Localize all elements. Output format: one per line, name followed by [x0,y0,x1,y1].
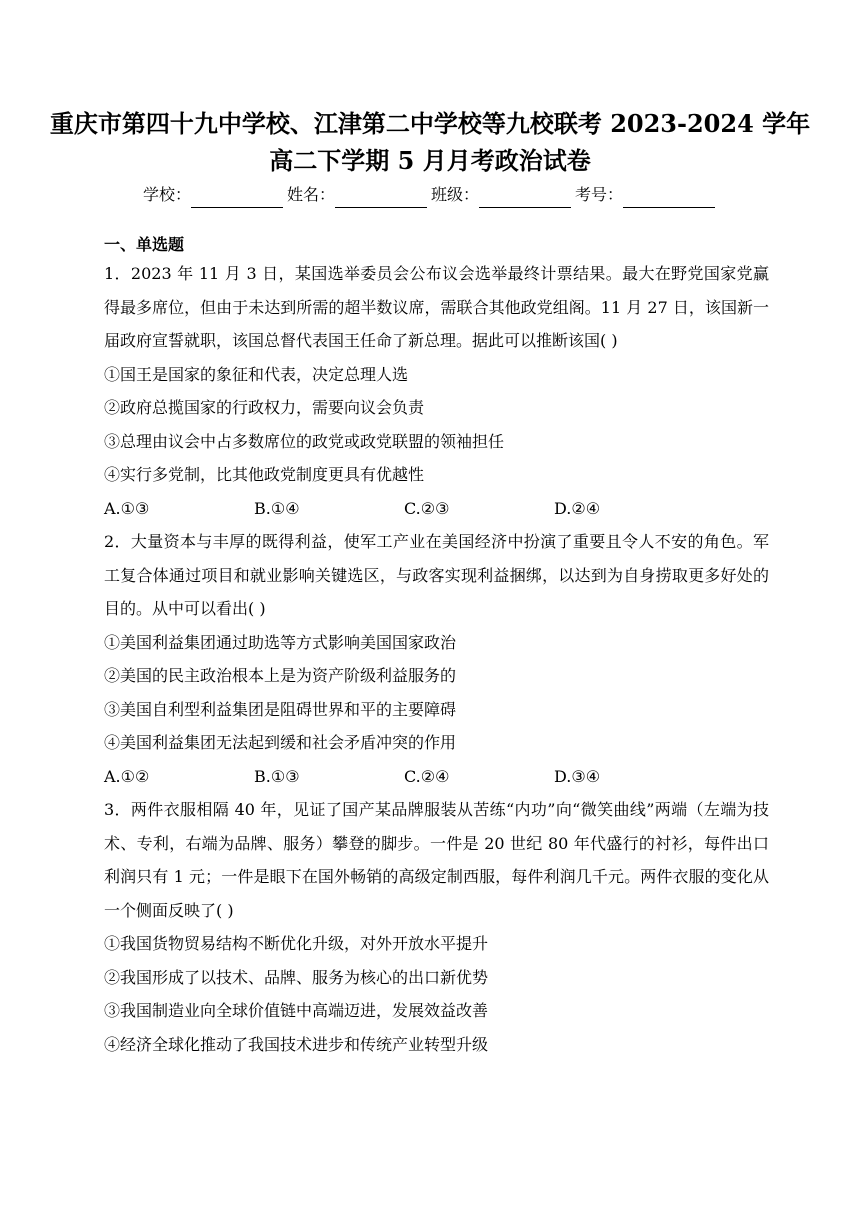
exam-number-blank[interactable] [623,189,715,208]
statement-item: ③我国制造业向全球价值链中高端迈进，发展效益改善 [104,1001,489,1020]
school-label: 学校： [142,185,191,204]
question-stem: 3．两件衣服相隔 40 年，见证了国产某品牌服装从苦练“内功”向“微笑曲线”两端（左端为技术、专利，右端为品牌、服务）攀登的脚步。一件是 20 世纪 80 年代盛行的衬衫，每件出口利润只有 1 元；一件是眼下在国外畅销的高级定制西服，每件利润几千元。两件衣服的变化从一个侧面反映了( ) [104,800,769,920]
statement-item: ④实行多党制，比其他政党制度更具有优越性 [104,465,425,484]
answer-choices [104,760,769,794]
school-blank[interactable] [191,189,283,208]
statement-item: ④美国利益集团无法起到缓和社会矛盾冲突的作用 [104,733,457,752]
statement-item: ②政府总揽国家的行政权力，需要向议会负责 [104,398,425,417]
question-list [104,257,769,1061]
class-label: 班级： [431,185,480,204]
exam-title-line-1: 重庆市第四十九中学校、江津第二中学校等九校联考 2023-2024 学年 [49,109,811,138]
statement-item: ③总理由议会中占多数席位的政党或政党联盟的领袖担任 [104,431,505,451]
name-label: 姓名： [286,185,335,204]
question-stem: 2．大量资本与丰厚的既得利益，使军工产业在美国经济中扮演了重要且令人不安的角色。军工复合体通过项目和就业影响关键选区，与政客实现利益捆绑，以达到为自身捞取更多好处的目的。从中可以看出( ) [104,532,769,618]
question-stem: 1．2023 年 11 月 3 日，某国选举委员会公布议会选举最终计票结果。最大在野党国家党赢得最多席位，但由于未达到所需的超半数议席，需联合其他政党组阁。11 月 27 日，该国新一届政府宣誓就职，该国总督代表国王任命了新总理。据此可以推断该国( ) [104,264,769,350]
answer-choice-c[interactable]: C.②③ [404,498,450,518]
class-blank[interactable] [479,189,571,208]
answer-choice-b[interactable]: B.①③ [254,766,300,786]
name-field[interactable] [287,182,429,208]
question-2 [104,525,769,793]
exam-number-label: 考号： [575,185,624,204]
answer-choice-b[interactable]: B.①④ [254,498,300,518]
statement-item: ②美国的民主政治根本上是为资产阶级利益服务的 [104,666,457,685]
section-heading: 一、单选题 [104,235,185,254]
exam-title-line-2: 高二下学期 5 月月考政治试卷 [269,146,591,175]
exam-number-field[interactable] [575,182,717,208]
question-3 [104,793,769,1061]
answer-choice-d[interactable]: D.②④ [554,498,601,518]
answer-choice-c[interactable]: C.②④ [404,766,450,786]
school-field[interactable] [143,182,285,208]
statement-item: ②我国形成了以技术、品牌、服务为核心的出口新优势 [104,967,489,987]
class-field[interactable] [431,182,573,208]
name-blank[interactable] [335,189,427,208]
statement-item: ①国王是国家的象征和代表，决定总理人选 [104,364,409,384]
answer-choices [104,492,769,526]
answer-choice-a[interactable]: A.①② [104,766,150,786]
statement-item: ③美国自利型利益集团是阻碍世界和平的主要障碍 [104,699,457,719]
statement-item: ④经济全球化推动了我国技术进步和传统产业转型升级 [104,1034,489,1054]
answer-choice-a[interactable]: A.①③ [104,498,150,518]
statement-item: ①我国货物贸易结构不断优化升级，对外开放水平提升 [104,934,489,953]
student-info-row [0,182,860,208]
question-1 [104,257,769,525]
statement-item: ①美国利益集团通过助选等方式影响美国国家政治 [104,632,457,652]
answer-choice-d[interactable]: D.③④ [554,766,601,786]
